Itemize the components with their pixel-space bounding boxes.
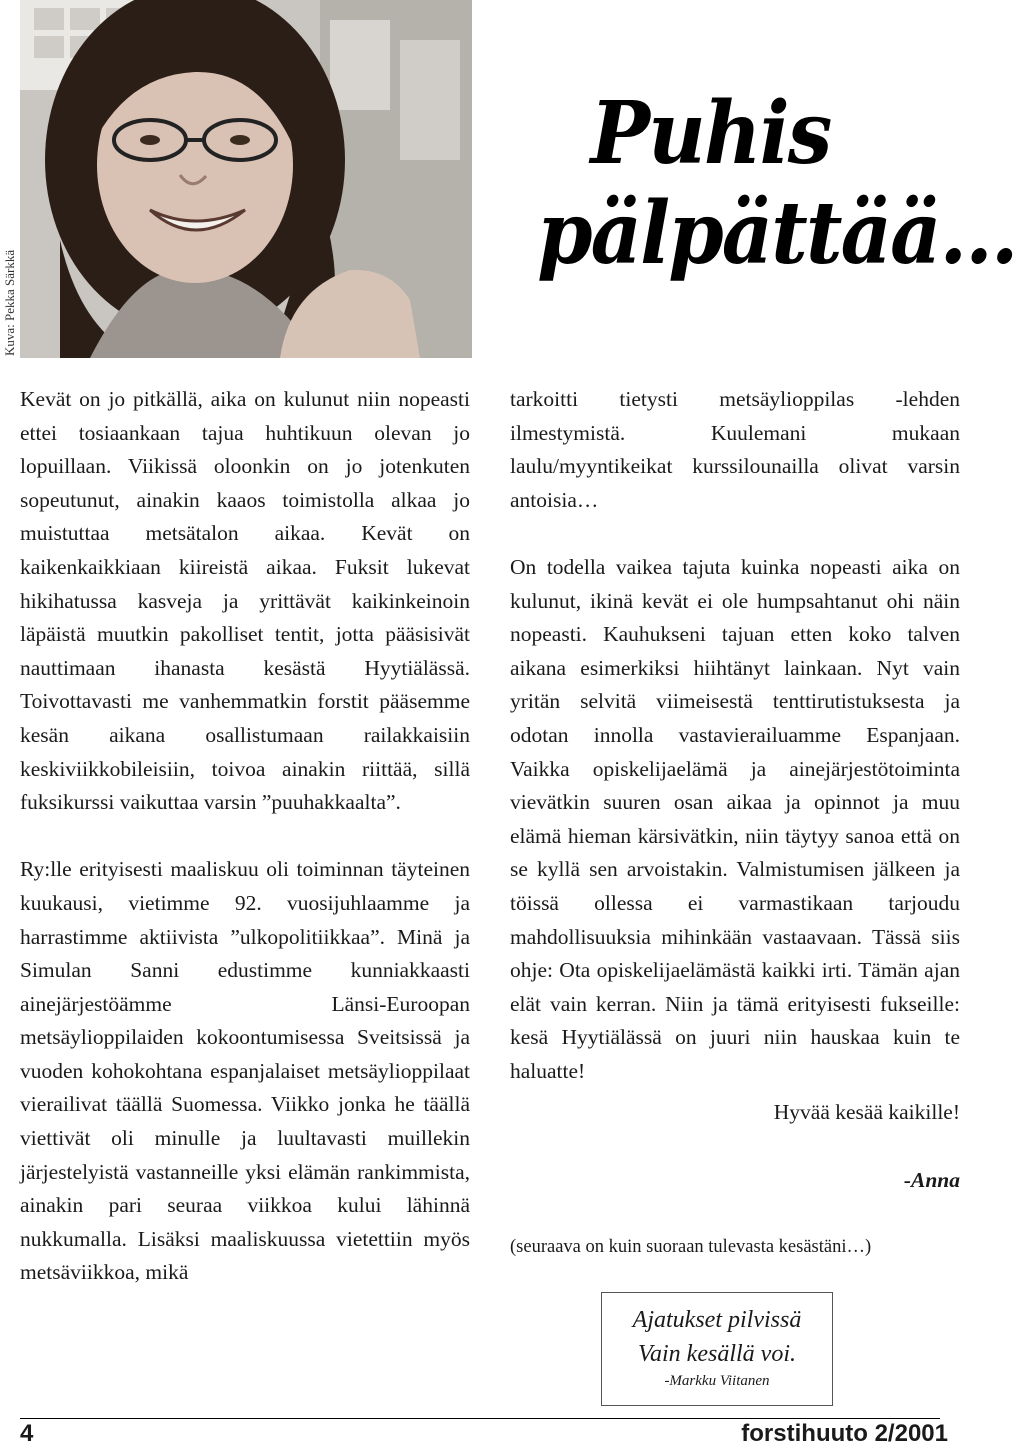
right-paragraph-1: tarkoitti tietysti metsäylioppilas -lehden ilmestymistä. Kuulemani mukaan laulu/myyntikeikat kurssilounailla olivat varsin antoisia… (510, 387, 960, 512)
right-column (510, 383, 960, 1298)
poem-box (601, 1292, 833, 1406)
footer-rule (20, 1418, 940, 1419)
signoff: Hyvää kesää kaikille! (773, 1100, 960, 1125)
portrait-photo (20, 0, 472, 358)
poem-author: -Markku Viitanen (664, 1373, 770, 1389)
poem-intro-note: (seuraava on kuin suoraan tulevasta kesästäni…) (510, 1236, 872, 1257)
left-paragraph-1: Kevät on jo pitkällä, aika on kulunut niin nopeasti ettei tosiaankaan tajua huhtikuun olevan jo lopuillaan. Viikissä oloonkin on jo jotenkuten sopeutunut, ainakin kaaos toimistolla alkaa jo muistuttaa metsätalon aikaa. Kevät on kaikenkaikkiaan kiireistä aikaa. Fuksit lukevat hikihatussa kasveja ja yrittävät kaikinkeinoin läpäistä muutkin pakolliset tentit, jotta pääsisivät nauttimaan ihanasta kesästä Hyytiälässä. Toivottavasti me vanhemmatkin forstit pääsemme kesän aikana osallistumaan railakkaisiin keskiviikkobileisiin, toivoa ainakin riittää, sillä fuksikurssi vaikuttaa varsin ”puuhakkaalta”. (20, 387, 470, 815)
photo-credit: Kuva: Pekka Särkkä (2, 249, 17, 356)
portrait-illustration (20, 0, 472, 358)
left-paragraph-2: Ry:lle erityisesti maaliskuu oli toiminnan täyteinen kuukausi, vietimme 92. vuosijuhlaamme ja harrastimme aktiivista ”ulkopolitiikkaa”. Minä ja Simulan Sanni edustimme kunniakkaasti ainejärjestöämme Länsi-Euroopan metsäylioppilaiden kokoontumisessa Sveitsissä ja vuoden kohokohtana espanjalaiset metsäylioppilaat vierailivat täällä Suomessa. Viikko jonka he täällä viettivät oli minulle ja luultavasti muillekin järjestelyistä vastanneille yksi elämän rankimmista, ainakin pari seuraa viikkoa kului lähinnä nukkumalla. Lisäksi maaliskuussa vietettiin myös metsäviikkoa, mikä (20, 857, 470, 1285)
page-number: 4 (20, 1420, 34, 1447)
author-signature: -Anna (903, 1167, 960, 1192)
poem-line-2: Vain kesällä voi. (638, 1341, 796, 1367)
headline-line-2: pälpättää... (537, 183, 1017, 284)
headline (537, 83, 1017, 284)
headline-line-1: Puhis (590, 83, 831, 184)
right-paragraph-2: On todella vaikea tajuta kuinka nopeasti aika on kulunut, ikinä kevät ei ole humpsahtanut ohi näin nopeasti. Kauhukseni tajuan etten koko talven aikana esimerkiksi hiihtänyt lainkaan. Nyt vain yritän selvitä viimeisestä tenttirutistuksesta ja odotan innolla vastavierailuamme Espanjaan. Vaikka opiskelijaelämä ja ainejärjestötoiminta vievätkin suuren osan aikaa ja opinnot ja muu elämä hieman kärsivätkin, niin täytyy sanoa että on se kyllä sen arvoistakin. Valmistumisen jälkeen ja töissä ollessa ei varmastikaan tarjoudu mahdollisuuksia mihinkään vastaavaan. Tässä siis ohje: Ota opiskelijaelämästä kaikki irti. Tämän ajan elät vain kerran. Niin ja tämä erityisesti fukseille: kesä Hyytiälässä on juuri niin hauskaa kuin te haluatte! (510, 554, 960, 1083)
left-column (20, 383, 470, 1324)
magazine-issue: forstihuuto 2/2001 (741, 1420, 948, 1447)
poem-line-1: Ajatukset pilvissä (632, 1307, 802, 1333)
